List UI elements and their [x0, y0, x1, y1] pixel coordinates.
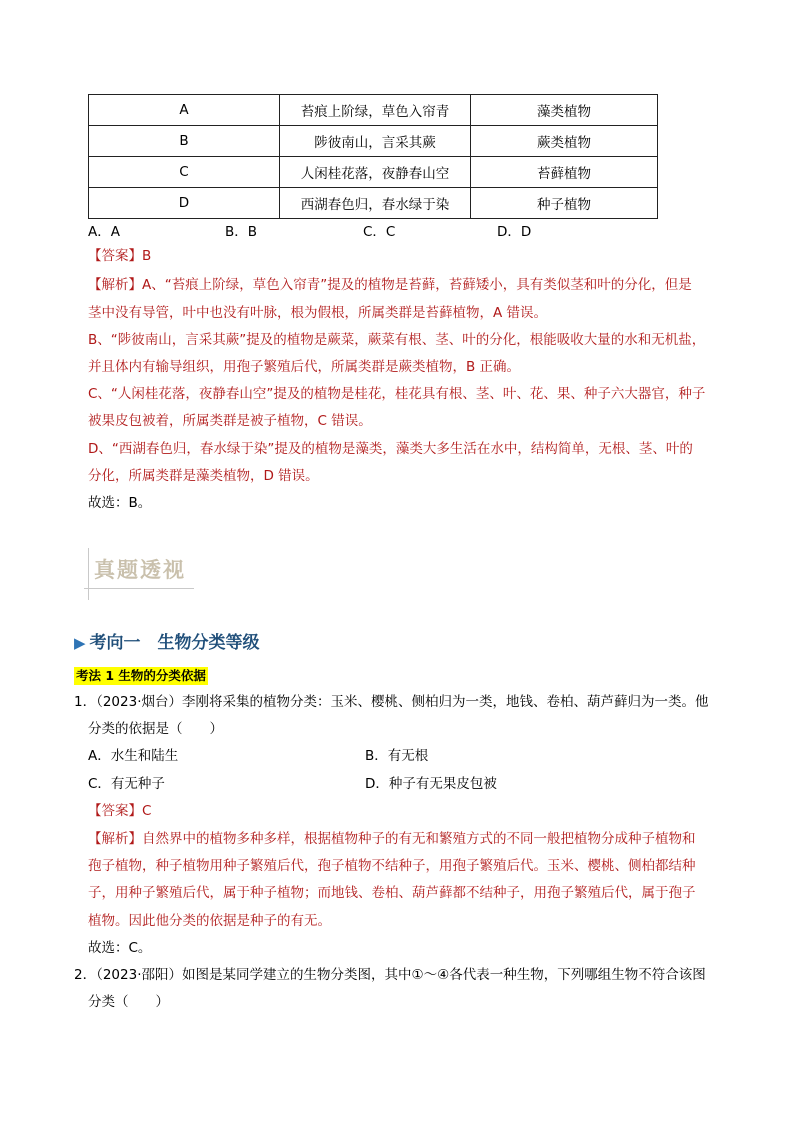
table-cell: 蕨类植物 [471, 126, 658, 157]
option-a: A．水生和陆生 [88, 748, 179, 764]
table-row [89, 188, 658, 219]
option-d: D．种子有无果皮包被 [365, 776, 497, 792]
answer-text: 【答案】C [88, 803, 152, 819]
table-cell: 陟彼南山，言采其蕨 [280, 126, 471, 157]
answer-text: 【答案】B [88, 248, 152, 264]
option-b: B．有无根 [365, 748, 429, 764]
choice-a: A．A [88, 224, 120, 240]
table-cell: A [89, 95, 280, 126]
table-cell: 种子植物 [471, 188, 658, 219]
direction-title: 考向一 生物分类等级 [89, 633, 260, 653]
analysis-line: 植物。因此他分类的依据是种子的有无。 [88, 913, 331, 929]
analysis-line: 子，用种子繁殖后代，属于种子植物；而地钱、卷柏、葫芦藓都不结种子，用孢子繁殖后代，属于孢子 [88, 885, 696, 901]
method-label: 考法 1 生物的分类依据 [76, 668, 206, 683]
analysis-line: 孢子植物，种子植物用种子繁殖后代，孢子植物不结种子，用孢子繁殖后代。玉米、樱桃、侧柏都结种 [88, 858, 696, 874]
table-cell: 人闲桂花落，夜静春山空 [280, 157, 471, 188]
option-c: C．有无种子 [88, 776, 165, 792]
analysis-line: 分化，所属类群是藻类植物，D 错误。 [88, 468, 319, 484]
analysis-line: B、“陟彼南山，言采其蕨”提及的植物是蕨菜，蕨菜有根、茎、叶的分化，根能吸收大量的水和无机盐， [88, 332, 706, 348]
conclusion-text: 故选：B。 [88, 495, 152, 511]
table-row [89, 126, 658, 157]
table-cell: C [89, 157, 280, 188]
table-cell: D [89, 188, 280, 219]
triangle-icon: ▶ [74, 634, 86, 652]
analysis-line: 【解析】A、“苔痕上阶绿，草色入帘青”提及的植物是苔藓，苔藓矮小，具有类似茎和叶的分化，但是 [88, 277, 692, 293]
analysis-line: C、“人闲桂花落，夜静春山空”提及的植物是桂花，桂花具有根、茎、叶、花、果、种子六大器官，种子 [88, 386, 706, 402]
direction-heading [74, 628, 260, 653]
heading-divider [88, 548, 89, 600]
analysis-line: 茎中没有导管，叶中也没有叶脉，根为假根，所属类群是苔藓植物，A 错误。 [88, 305, 548, 321]
table-cell: 苔痕上阶绿，草色入帘青 [280, 95, 471, 126]
table-row [89, 157, 658, 188]
analysis-line: 【解析】自然界中的植物多种多样，根据植物种子的有无和繁殖方式的不同一般把植物分成种子植物和 [88, 831, 696, 847]
table-cell: 西湖春色归，春水绿于染 [280, 188, 471, 219]
choice-b: B．B [225, 224, 258, 240]
conclusion-text: 故选：C。 [88, 940, 152, 956]
section-heading [84, 548, 194, 600]
table-row [89, 95, 658, 126]
question-stem: 分类的依据是（ ） [88, 721, 223, 737]
table-cell: 苔藓植物 [471, 157, 658, 188]
table-cell: B [89, 126, 280, 157]
analysis-line: 被果皮包被着，所属类群是被子植物，C 错误。 [88, 413, 372, 429]
options-table [88, 94, 658, 219]
heading-divider [84, 588, 194, 589]
choice-c: C．C [363, 224, 396, 240]
question-stem: 1．（2023·烟台）李刚将采集的植物分类：玉米、樱桃、侧柏归为一类，地钱、卷柏、葫芦藓归为一类。他 [74, 694, 709, 710]
section-title: 真题透视 [94, 558, 186, 582]
question-stem: 分类（ ） [88, 994, 169, 1010]
analysis-line: 并且体内有输导组织，用孢子繁殖后代，所属类群是蕨类植物，B 正确。 [88, 359, 521, 375]
question-stem: 2．（2023·邵阳）如图是某同学建立的生物分类图，其中①～④各代表一种生物，下列哪组生物不符合该图 [74, 967, 706, 983]
analysis-line: D、“西湖春色归，春水绿于染”提及的植物是藻类，藻类大多生活在水中，结构简单，无根、茎、叶的 [88, 441, 693, 457]
choice-d: D．D [497, 224, 532, 240]
table-cell: 藻类植物 [471, 95, 658, 126]
